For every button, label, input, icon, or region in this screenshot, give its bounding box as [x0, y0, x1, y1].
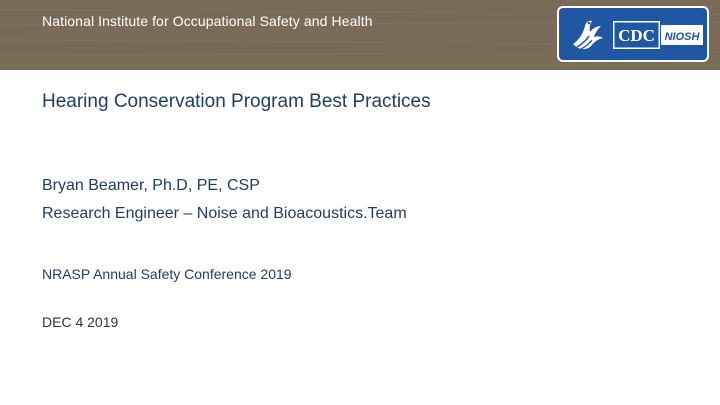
cdc-logo-text: CDC [618, 26, 655, 45]
niosh-logo-mark [661, 21, 703, 49]
header-title: National Institute for Occupational Safety and Health [42, 13, 373, 29]
conference-name: NRASP Annual Safety Conference 2019 [42, 266, 292, 282]
cdc-niosh-logo [557, 6, 709, 62]
cdc-logo-mark [613, 21, 660, 49]
presenter-role: Research Engineer – Noise and Bioacoustics.Team [42, 205, 407, 222]
hhs-eagle-icon [567, 14, 609, 56]
presentation-date: DEC 4 2019 [42, 314, 119, 330]
presenter-name: Bryan Beamer, Ph.D, PE, CSP [42, 177, 260, 194]
presentation-title: Hearing Conservation Program Best Practices [42, 91, 431, 112]
niosh-logo-text: NIOSH [664, 31, 700, 43]
header-banner [0, 0, 720, 70]
